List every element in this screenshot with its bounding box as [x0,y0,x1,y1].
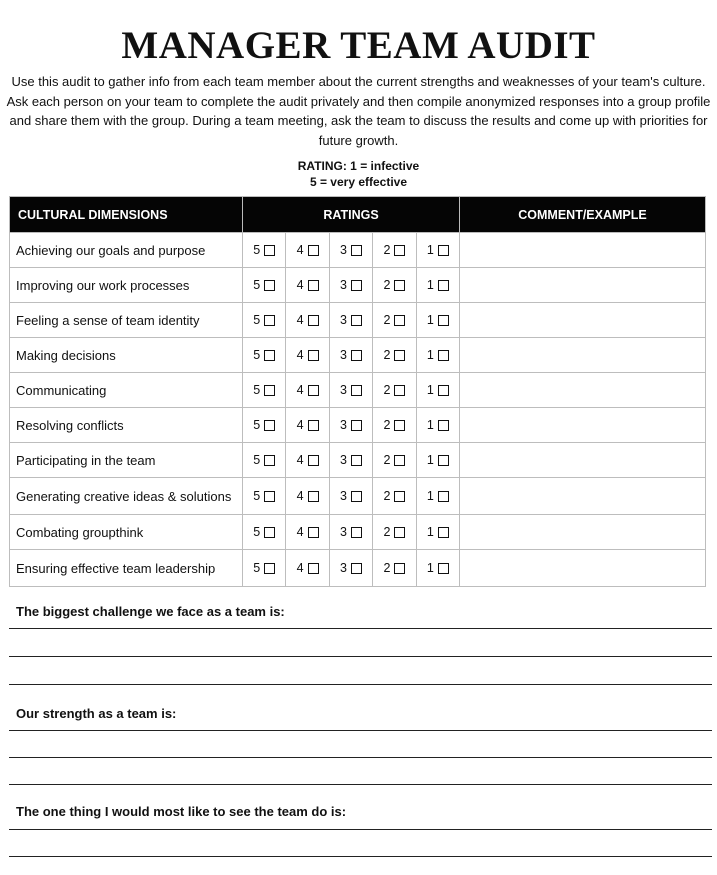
rating-checkbox[interactable] [394,315,405,326]
rating-number: 2 [383,313,391,327]
challenge-answer-line-2[interactable] [9,656,712,657]
rating-option[interactable] [286,303,329,337]
rating-option[interactable] [243,268,286,302]
rating-option[interactable] [417,268,459,302]
table-row [10,478,706,515]
rating-checkbox[interactable] [264,245,275,256]
rating-option[interactable] [373,408,416,442]
rating-cell [243,443,460,478]
rating-checkbox[interactable] [264,491,275,502]
rating-number: 3 [340,278,347,292]
rating-cell [243,515,460,550]
rating-number: 2 [383,453,391,467]
challenge-answer-line-3[interactable] [9,684,712,685]
rating-checkbox[interactable] [351,315,362,326]
rating-option[interactable] [373,268,416,302]
rating-checkbox[interactable] [264,315,275,326]
audit-table [9,196,706,587]
rating-checkbox[interactable] [264,455,275,466]
rating-number: 1 [426,313,434,327]
page-title: MANAGER TEAM AUDIT [121,24,596,67]
table-row [10,515,706,550]
rating-option[interactable] [243,478,286,514]
rating-cell [243,550,460,587]
rating-checkbox[interactable] [438,385,449,396]
rating-option[interactable] [417,478,459,514]
rating-checkbox[interactable] [351,385,362,396]
rating-checkbox[interactable] [394,491,405,502]
rating-number: 4 [296,313,304,327]
rating-checkbox[interactable] [351,350,362,361]
rating-option[interactable] [330,233,373,267]
wish-answer-line-2[interactable] [9,856,712,857]
table-row [10,443,706,478]
table-row [10,373,706,408]
rating-legend-line-1: RATING: 1 = infective [297,159,420,173]
dimension-label: Resolving conflicts [10,408,243,443]
table-row [10,268,706,303]
comment-cell[interactable] [460,443,706,478]
rating-checkbox[interactable] [394,280,405,291]
wish-answer-line-1[interactable] [9,829,712,830]
rating-number: 3 [340,348,347,362]
rating-checkbox[interactable] [394,455,405,466]
rating-option[interactable] [330,303,373,337]
rating-checkbox[interactable] [351,455,362,466]
rating-option[interactable] [330,338,373,372]
rating-number: 5 [253,561,261,575]
rating-checkbox[interactable] [308,315,319,326]
rating-number: 2 [383,383,391,397]
rating-number: 1 [426,453,434,467]
rating-checkbox[interactable] [438,350,449,361]
rating-checkbox[interactable] [264,280,275,291]
rating-checkbox[interactable] [438,280,449,291]
rating-option[interactable] [286,550,329,586]
rating-option[interactable] [286,233,329,267]
intro-text: Use this audit to gather info from each team member about the current strengths and weaknesses of your team's culture. Ask each person on your team to complete the audit privately and then compile anonymized responses into a group profile and share them with the group. During a team meeting, ask the team to discuss the results and come up with priorities for future growth. [6,74,711,148]
rating-option[interactable] [243,338,286,372]
rating-cell [243,268,460,303]
table-row [10,408,706,443]
rating-number: 4 [296,418,304,432]
rating-options [243,515,459,549]
rating-option[interactable] [330,443,373,477]
rating-option[interactable] [373,550,416,586]
rating-number: 5 [253,348,261,362]
rating-number: 1 [426,489,434,503]
rating-cell [243,233,460,268]
table-header-row [10,197,706,233]
rating-checkbox[interactable] [308,245,319,256]
rating-option[interactable] [373,478,416,514]
rating-checkbox[interactable] [351,420,362,431]
dimension-label: Improving our work processes [10,268,243,303]
rating-number: 3 [340,418,347,432]
header-ratings: RATINGS [243,197,460,233]
rating-number: 1 [426,243,434,257]
table-row [10,233,706,268]
rating-number: 1 [426,383,434,397]
rating-option[interactable] [286,408,329,442]
strength-answer-line-2[interactable] [9,757,712,758]
rating-cell [243,478,460,515]
rating-number: 2 [383,489,391,503]
rating-number: 2 [383,525,391,539]
rating-options [243,268,459,302]
rating-number: 2 [383,561,391,575]
rating-checkbox[interactable] [394,385,405,396]
dimension-label: Feeling a sense of team identity [10,303,243,338]
rating-checkbox[interactable] [351,527,362,538]
comment-cell[interactable] [460,303,706,338]
rating-option[interactable] [243,550,286,586]
rating-checkbox[interactable] [308,385,319,396]
rating-checkbox[interactable] [438,563,449,574]
table-row [10,303,706,338]
dimension-label: Achieving our goals and purpose [10,233,243,268]
rating-number: 5 [253,489,261,503]
rating-checkbox[interactable] [394,350,405,361]
rating-option[interactable] [330,515,373,549]
rating-number: 4 [296,348,304,362]
dimension-label: Ensuring effective team leadership [10,550,243,587]
rating-number: 1 [426,525,434,539]
rating-number: 1 [426,278,434,292]
rating-number: 2 [383,418,391,432]
rating-number: 4 [296,383,304,397]
rating-checkbox[interactable] [438,315,449,326]
rating-option[interactable] [330,478,373,514]
rating-number: 3 [340,313,347,327]
rating-checkbox[interactable] [308,563,319,574]
rating-checkbox[interactable] [438,245,449,256]
rating-checkbox[interactable] [351,280,362,291]
rating-option[interactable] [330,268,373,302]
rating-number: 2 [383,348,391,362]
rating-checkbox[interactable] [394,420,405,431]
rating-checkbox[interactable] [264,385,275,396]
rating-number: 3 [340,383,347,397]
rating-option[interactable] [243,233,286,267]
rating-checkbox[interactable] [438,527,449,538]
rating-checkbox[interactable] [438,420,449,431]
comment-cell[interactable] [460,338,706,373]
rating-number: 1 [426,348,434,362]
rating-number: 1 [426,561,434,575]
rating-checkbox[interactable] [308,280,319,291]
comment-cell[interactable] [460,550,706,587]
rating-checkbox[interactable] [394,245,405,256]
rating-checkbox[interactable] [351,563,362,574]
rating-options [243,303,459,337]
rating-number: 5 [253,313,261,327]
rating-cell [243,373,460,408]
rating-number: 4 [296,525,304,539]
rating-checkbox[interactable] [264,350,275,361]
rating-checkbox[interactable] [438,455,449,466]
rating-option[interactable] [330,373,373,407]
rating-option[interactable] [373,443,416,477]
rating-number: 5 [253,453,261,467]
dimension-label: Generating creative ideas & solutions [10,478,243,515]
rating-checkbox[interactable] [438,491,449,502]
rating-checkbox[interactable] [308,350,319,361]
strength-answer-line-3[interactable] [9,784,712,785]
rating-number: 4 [296,561,304,575]
rating-option[interactable] [286,515,329,549]
rating-checkbox[interactable] [308,527,319,538]
rating-option[interactable] [417,515,459,549]
rating-number: 5 [253,278,261,292]
challenge-answer-line-1[interactable] [9,628,712,629]
rating-option[interactable] [286,373,329,407]
comment-cell[interactable] [460,515,706,550]
comment-cell[interactable] [460,233,706,268]
header-comment-example: COMMENT/EXAMPLE [460,197,706,233]
rating-checkbox[interactable] [351,245,362,256]
rating-options [243,478,459,514]
dimension-label: Participating in the team [10,443,243,478]
dimension-label: Making decisions [10,338,243,373]
rating-option[interactable] [373,373,416,407]
rating-number: 4 [296,278,304,292]
dimension-label: Communicating [10,373,243,408]
rating-number: 3 [340,489,347,503]
rating-checkbox[interactable] [308,420,319,431]
rating-option[interactable] [286,443,329,477]
rating-number: 4 [296,489,304,503]
rating-option[interactable] [330,550,373,586]
comment-cell[interactable] [460,268,706,303]
rating-options [243,338,459,372]
rating-number: 3 [340,561,347,575]
comment-cell[interactable] [460,478,706,515]
rating-options [243,373,459,407]
rating-number: 5 [253,418,261,432]
dimension-label: Combating groupthink [10,515,243,550]
rating-legend [0,158,717,190]
rating-option[interactable] [286,478,329,514]
rating-checkbox[interactable] [394,563,405,574]
rating-cell [243,338,460,373]
rating-number: 3 [340,453,347,467]
rating-option[interactable] [417,443,459,477]
rating-legend-line-2: 5 = very effective [309,175,408,189]
rating-checkbox[interactable] [264,527,275,538]
comment-cell[interactable] [460,373,706,408]
rating-checkbox[interactable] [351,491,362,502]
rating-options [243,443,459,477]
rating-option[interactable] [330,408,373,442]
rating-number: 5 [253,383,261,397]
challenge-prompt: The biggest challenge we face as a team is: [16,604,285,619]
rating-number: 3 [340,243,347,257]
rating-checkbox[interactable] [394,527,405,538]
rating-option[interactable] [417,408,459,442]
rating-number: 5 [253,525,261,539]
rating-checkbox[interactable] [264,420,275,431]
rating-number: 2 [383,278,391,292]
rating-cell [243,303,460,338]
rating-checkbox[interactable] [264,563,275,574]
rating-option[interactable] [417,233,459,267]
rating-option[interactable] [417,303,459,337]
rating-option[interactable] [243,373,286,407]
rating-option[interactable] [373,338,416,372]
rating-option[interactable] [286,268,329,302]
rating-option[interactable] [286,338,329,372]
wish-prompt: The one thing I would most like to see the team do is: [16,804,347,819]
rating-option[interactable] [373,303,416,337]
strength-prompt: Our strength as a team is: [16,706,177,721]
rating-option[interactable] [417,338,459,372]
comment-cell[interactable] [460,408,706,443]
rating-number: 2 [383,243,391,257]
strength-answer-line-1[interactable] [9,730,712,731]
rating-checkbox[interactable] [308,455,319,466]
rating-number: 4 [296,243,304,257]
rating-number: 1 [426,418,434,432]
rating-option[interactable] [417,550,459,586]
rating-options [243,550,459,586]
rating-options [243,408,459,442]
rating-option[interactable] [243,443,286,477]
rating-options [243,233,459,267]
table-row [10,550,706,587]
rating-number: 5 [253,243,261,257]
header-cultural-dimensions: CULTURAL DIMENSIONS [10,197,243,233]
rating-checkbox[interactable] [308,491,319,502]
rating-number: 4 [296,453,304,467]
rating-option[interactable] [243,408,286,442]
table-row [10,338,706,373]
rating-option[interactable] [417,373,459,407]
rating-option[interactable] [373,233,416,267]
rating-cell [243,408,460,443]
rating-option[interactable] [243,515,286,549]
rating-number: 3 [340,525,347,539]
rating-option[interactable] [243,303,286,337]
rating-option[interactable] [373,515,416,549]
